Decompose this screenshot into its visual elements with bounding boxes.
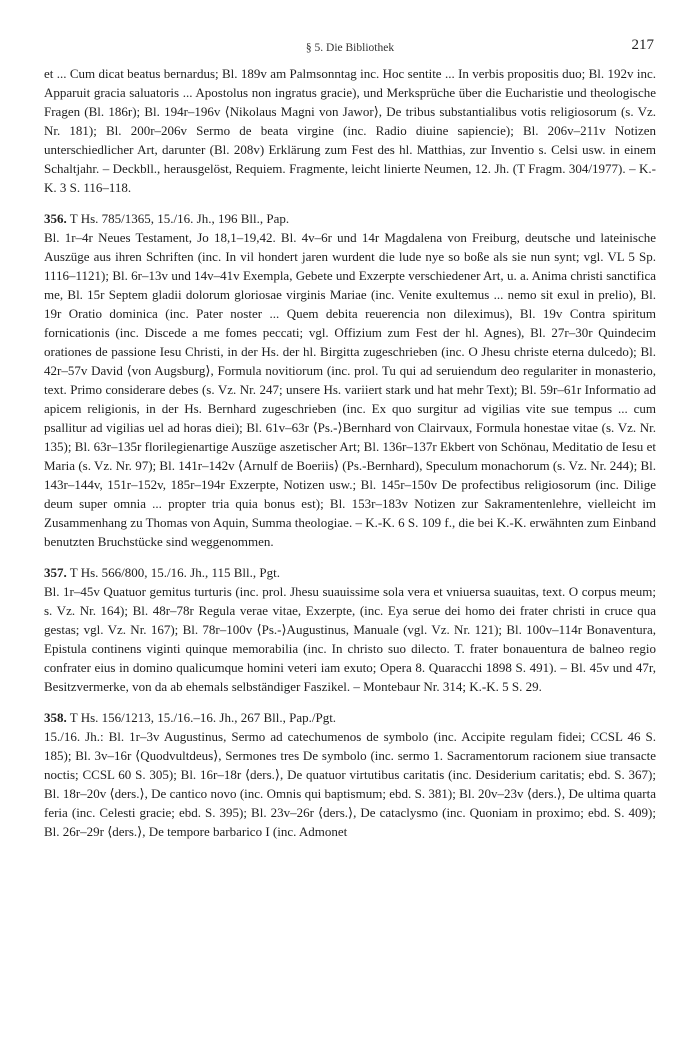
entry-number: 357.	[44, 565, 67, 580]
entry-body: Bl. 1r–45v Quatuor gemitus turturis (inc. prol. Jhesu suauissime sola vera et vniuersa suauitas, text. O corpus meum; s. Vz. Nr. 164); Bl. 48r–78r Regula verae vitae, Exzerpte, (inc. Eya serue dei homo dei frater christi in cruce qua gestas; vgl. Vz. Nr. 167); Bl. 78r–100v ⟨Ps.-⟩Augustinus, Manuale (vgl. Vz. Nr. 121); Bl. 100v–114r Bonaventura, Epistula continens viginti quinque memorabilia (inc. In christo suo dilecto. T. frater bonauentura de balneo regio confrater eius in domino qualicumque homini veteri iam exuto; Opera 8. Quaracchi 1898 S. 491). – Bl. 45v und 47r, Besitzvermerke, von da ab ehemals selbständiger Faszikel. – Montebaur Nr. 314; K.-K. 5 S. 29.	[44, 584, 656, 694]
page-number: 217	[631, 37, 654, 53]
entry-heading	[44, 563, 656, 582]
entry-shelfmark: T Hs. 566/800, 15./16. Jh., 115 Bll., Pgt.	[69, 565, 280, 580]
entry-number: 358.	[44, 710, 67, 725]
entry-body: Bl. 1r–4r Neues Testament, Jo 18,1–19,42. Bl. 4v–6r und 14r Magdalena von Freiburg, deutsche und lateinische Auszüge aus ihren Schriften (inc. In vil hondert jaren wurdent die lude nye so boße als sie nun synt; vgl. VL 5 Sp. 1116–1121); Bl. 6r–13v und 14v–41v Exempla, Gebete und Exzerpte verschiedener Art, u. a. Anima christi sanctifica me, Bl. 15r Septem gladii dolorum gloriosae virginis Mariae (inc. Venite exultemus ... nemo sit exul in prelio), Bl. 19r Oratio dominica (inc. Pater noster ... Quem debita reuerencia non dileximus), Bl. 19v Contra spiritum fornicationis (inc. Discede a me fomes peccati; vgl. Offizium zum Fest der hl. Agnes), Bl. 27r–30r Quindecim orationes de passione Iesu Christi, in der Hs. der hl. Birgitta zugeschrieben (inc. O Jhesu christe eterna dulcedo); Bl. 42r–57v David ⟨von Augsburg⟩, Formula novitiorum (inc. prol. Tu qui ad seruiendum deo regulariter in monasterio, text. Primo considerare debes (s. Vz. Nr. 247; unsere Hs. variiert stark und hat mehr Text); Bl. 59r–61r Informatio ad apicem religionis, in der Hs. Bernhard zugeschrieben (inc. Ex quo surgitur ad vigilias vite sue tempus ... cum psallitur ad vigilias uel ad horas diei); Bl. 61v–63r ⟨Ps.-⟩Bernhard von Clairvaux, Formula honestae vitae (s. Vz. Nr. 135); Bl. 63r–135r florilegienartige Auszüge aszetischer Art; Bl. 136r–137r Ekbert von Schönau, Meditatio de Iesu et Maria (s. Vz. Nr. 97); Bl. 141r–142v ⟨Arnulf de Boeriis⟩ (Ps.-Bernhard), Speculum monachorum (s. Vz. Nr. 244); Bl. 143r–144v, 151r–152v, 185r–194r Exzerpte, Notizen usw.; Bl. 145r–150v De profectibus religiosorum (inc. Dilige deum super omnia ... propter tria quia bonus est); Bl. 153r–183v Notizen zur Sakramentenlehre, vielleicht im Zusammenhang zu Thomas von Aquin, Summa theologiae. – K.-K. 6 S. 109 f., die bei K.-K. erwähnten zum Einband benutzten Bruchstücke sind weggenommen.	[44, 230, 656, 549]
entry-heading	[44, 708, 656, 727]
continuation-paragraph: et ... Cum dicat beatus bernardus; Bl. 189v am Palmsonntag inc. Hoc sentite ... In verbis propositis duo; Bl. 192v inc. Apparuit gracia saluatoris ... Apostolus non ingratus gracie), und Merksprüche über die Eucharistie und theologische Fragen (Bl. 186r); Bl. 194r–196v ⟨Nikolaus Magni von Jawor⟩, De tribus substantialibus votis religiosorum (s. Vz. Nr. 181); Bl. 200r–206v Sermo de beata virgine (inc. Radio diuine sapiencie); Bl. 206v–211v Notizen unterschiedlicher Art, darunter (Bl. 208v) Erklärung zum Fest des hl. Matthias, zur Inventio s. Celsi usw. in einem Schaltjahr. – Deckbll., herausgelöst, Requiem. Fragmente, leicht linierte Neumen, 12. Jh. (T Fragm. 304/1977). – K.-K. 3 S. 116–118.	[44, 66, 656, 195]
catalog-entry-356	[44, 209, 656, 551]
entry-shelfmark: T Hs. 156/1213, 15./16.–16. Jh., 267 Bll., Pap./Pgt.	[69, 710, 337, 725]
entry-heading	[44, 209, 656, 228]
entry-body: 15./16. Jh.: Bl. 1r–3v Augustinus, Sermo ad catechumenos de symbolo (inc. Accipite regulam fidei; CCSL 46 S. 185); Bl. 3v–16r ⟨Quodvultdeus⟩, Sermones tres De symbolo (inc. sermo 1. Sacramentorum racionem siue transacte noctis; CCSL 60 S. 305); Bl. 16r–18r ⟨ders.⟩, De quatuor virtutibus caritatis (inc. Desiderium caritatis; ebd. S. 367); Bl. 18r–20v ⟨ders.⟩, De cantico novo (inc. Omnis qui baptismum; ebd. S. 381); Bl. 20v–23v ⟨ders.⟩, De ultima quarta feria (inc. Celesti gracie; ebd. S. 395); Bl. 23v–26r ⟨ders.⟩, De cataclysmo (inc. Quoniam in proximo; ebd. S. 409); Bl. 26r–29r ⟨ders.⟩, De tempore barbarico I (inc. Admonet	[44, 729, 656, 839]
running-title: § 5. Die Bibliothek	[305, 42, 395, 54]
document-page	[44, 38, 656, 841]
catalog-entry-357	[44, 563, 656, 696]
running-head	[44, 38, 656, 64]
entry-shelfmark: T Hs. 785/1365, 15./16. Jh., 196 Bll., Pap.	[69, 211, 290, 226]
entry-number: 356.	[44, 211, 67, 226]
catalog-entry-358	[44, 708, 656, 841]
